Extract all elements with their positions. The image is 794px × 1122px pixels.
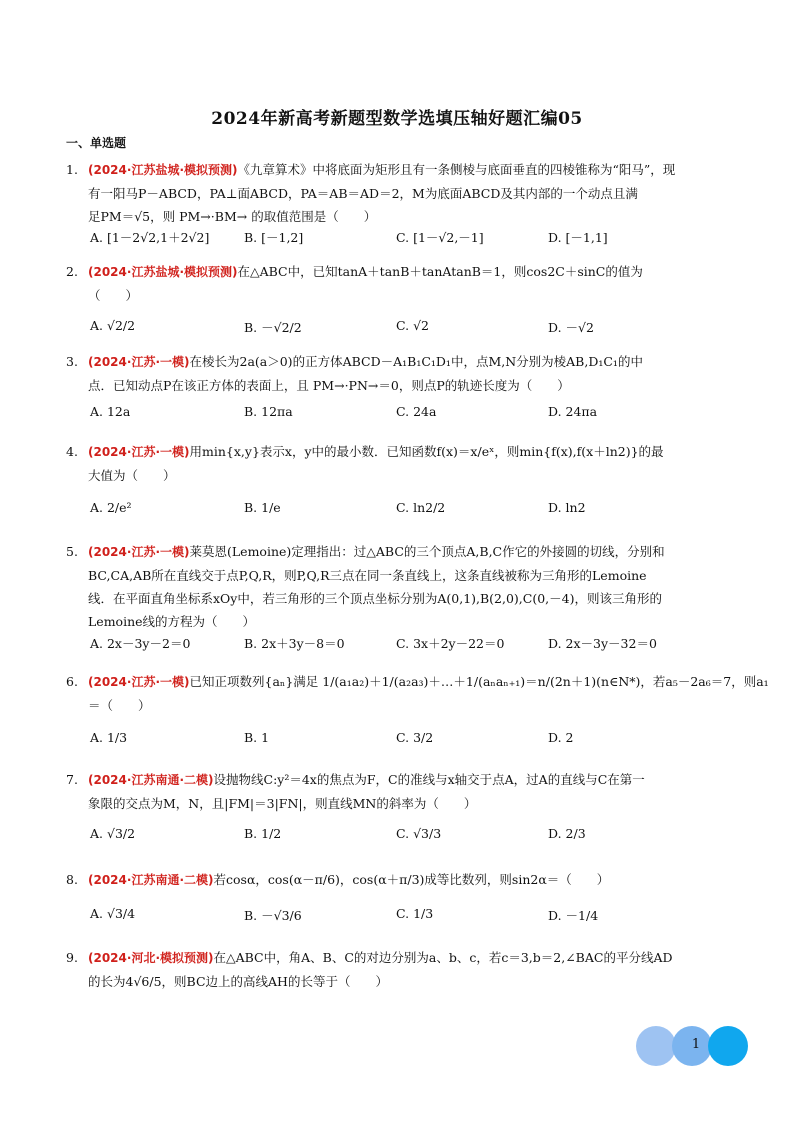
- option-b: B. 1/e: [244, 500, 281, 515]
- question-source: (2024·江苏·一模): [88, 445, 190, 459]
- option-d: D. [－1,1]: [548, 230, 608, 245]
- question-4: [66, 440, 728, 487]
- question-number: 2.: [66, 264, 78, 279]
- document-title: 2024年新高考新题型数学选填压轴好题汇编05: [211, 109, 583, 129]
- question-source: (2024·江苏盐城·模拟预测): [88, 265, 238, 279]
- option-d: D. 24πa: [548, 404, 598, 419]
- question-5: [66, 540, 728, 633]
- options-7: [90, 826, 710, 854]
- question-6: [66, 670, 769, 717]
- question-7: [66, 768, 728, 815]
- option-a: A. 2x－3y－2＝0: [90, 636, 191, 651]
- question-number: 3.: [66, 354, 78, 369]
- options-3: [90, 404, 710, 432]
- option-c: C. √3/3: [396, 826, 442, 841]
- options-1: [90, 228, 710, 256]
- option-a: A. √3/4: [90, 906, 136, 921]
- option-d: D. －1/4: [548, 908, 599, 923]
- question-text: 莱莫恩(Lemoine)定理指出：过△ABC的三个顶点A,B,C作它的外接圆的切线，分别和: [189, 544, 665, 559]
- question-text: 在△ABC中，角A、B、C的对边分别为a、b、c，若c＝3,b＝2,∠BAC的平分线AD: [213, 950, 673, 965]
- question-text: 大值为（ ）: [88, 468, 176, 483]
- question-text: ＝（ ）: [88, 698, 151, 713]
- question-text: 线．在平面直角坐标系xOy中，若三角形的三个顶点坐标分别为A(0,1),B(2,0),C(0,－4)，则该三角形的: [88, 591, 662, 606]
- option-b: B. 1/2: [244, 826, 282, 841]
- option-c: C. ln2/2: [396, 500, 446, 515]
- question-text: 《九章算术》中将底面为矩形且有一条侧棱与底面垂直的四棱锥称为“阳马”，现: [237, 162, 676, 177]
- question-text: 用min{x,y}表示x，y中的最小数．已知函数f(x)＝x/eˣ，则min{f(x),f(x＋ln2)}的最: [189, 444, 664, 459]
- question-number: 1.: [66, 162, 78, 177]
- question-9: [66, 946, 728, 993]
- question-source: (2024·江苏南通·二模): [88, 773, 214, 787]
- question-source: (2024·江苏·一模): [88, 675, 190, 689]
- section-heading: 一、单选题: [66, 136, 127, 150]
- option-c: C. 24a: [396, 404, 437, 419]
- option-b: B. 1: [244, 730, 270, 745]
- options-8: [90, 906, 710, 934]
- question-number: 9.: [66, 950, 78, 965]
- option-a: A. [1－2√2,1＋2√2]: [90, 230, 210, 245]
- question-source: (2024·江苏盐城·模拟预测): [88, 163, 238, 177]
- question-text: 的长为4√6/5，则BC边上的高线AH的长等于（ ）: [88, 974, 388, 989]
- question-8: [66, 868, 728, 892]
- question-text: 已知正项数列{aₙ}满足 1/(a₁a₂)＋1/(a₂a₃)＋…＋1/(aₙaₙ₊₁)＝n/(2n＋1)(n∈N*)，若a₅－2a₆＝7，则a₁: [189, 674, 769, 689]
- option-b: B. 12πa: [244, 404, 293, 419]
- question-text: 象限的交点为M，N，且|FM|＝3|FN|，则直线MN的斜率为（ ）: [88, 796, 477, 811]
- option-a: A. √3/2: [90, 826, 136, 841]
- option-c: C. √2: [396, 318, 429, 333]
- question-text: 足PM＝√5，则 PM→·BM→ 的取值范围是（ ）: [88, 209, 377, 224]
- question-text: 在△ABC中，已知tanA＋tanB＋tanAtanB＝1，则cos2C＋sinC的值为: [237, 264, 643, 279]
- option-b: B. 2x＋3y－8＝0: [244, 636, 345, 651]
- question-number: 5.: [66, 544, 78, 559]
- options-6: [90, 730, 710, 758]
- question-source: (2024·江苏·一模): [88, 545, 190, 559]
- question-2: [66, 260, 728, 307]
- question-text: （ ）: [88, 288, 139, 303]
- option-c: C. 3x＋2y－22＝0: [396, 636, 505, 651]
- option-b: B. －√2/2: [244, 320, 302, 335]
- badge-circle-dark: [708, 1026, 748, 1066]
- option-b: B. [－1,2]: [244, 230, 304, 245]
- page-number: 1: [691, 1037, 701, 1052]
- options-2: [90, 318, 710, 346]
- question-source: (2024·江苏·一模): [88, 355, 190, 369]
- options-4: [90, 500, 710, 528]
- question-text: 若cosα，cos(α－π/6)，cos(α＋π/3)成等比数列，则sin2α＝（ ）: [213, 872, 610, 887]
- option-d: D. 2: [548, 730, 574, 745]
- question-source: (2024·江苏南通·二模): [88, 873, 214, 887]
- question-number: 8.: [66, 872, 78, 887]
- question-text: 在棱长为2a(a＞0)的正方体ABCD－A₁B₁C₁D₁中，点M,N分别为棱AB,D₁C₁的中: [189, 354, 643, 369]
- question-3: [66, 350, 728, 397]
- option-d: D. 2/3: [548, 826, 586, 841]
- option-b: B. －√3/6: [244, 908, 302, 923]
- badge-circle-light: [636, 1026, 676, 1066]
- question-text: 点．已知动点P在该正方体的表面上，且 PM→·PN→＝0，则点P的轨迹长度为（ ）: [88, 378, 570, 393]
- options-5: [90, 634, 710, 662]
- question-number: 6.: [66, 674, 78, 689]
- option-d: D. ln2: [548, 500, 586, 515]
- option-c: C. [1－√2,－1]: [396, 230, 484, 245]
- question-number: 7.: [66, 772, 78, 787]
- question-text: 有一阳马P－ABCD，PA⊥面ABCD，PA＝AB＝AD＝2，M为底面ABCD及其内部的一个动点且满: [88, 186, 638, 201]
- question-text: 设抛物线C:y²＝4x的焦点为F，C的准线与x轴交于点A，过A的直线与C在第一: [213, 772, 645, 787]
- option-a: A. 2/e²: [90, 500, 132, 515]
- option-a: A. 1/3: [90, 730, 128, 745]
- option-a: A. 12a: [90, 404, 131, 419]
- option-c: C. 1/3: [396, 906, 434, 921]
- question-text: BC,CA,AB所在直线交于点P,Q,R，则P,Q,R三点在同一条直线上，这条直线被称为三角形的Lemoine: [88, 568, 647, 583]
- question-text: Lemoine线的方程为（ ）: [88, 614, 256, 629]
- option-a: A. √2/2: [90, 318, 136, 333]
- question-source: (2024·河北·模拟预测): [88, 951, 214, 965]
- question-1: [66, 158, 728, 228]
- option-d: D. －√2: [548, 320, 594, 335]
- option-c: C. 3/2: [396, 730, 434, 745]
- question-number: 4.: [66, 444, 78, 459]
- option-d: D. 2x－3y－32＝0: [548, 636, 657, 651]
